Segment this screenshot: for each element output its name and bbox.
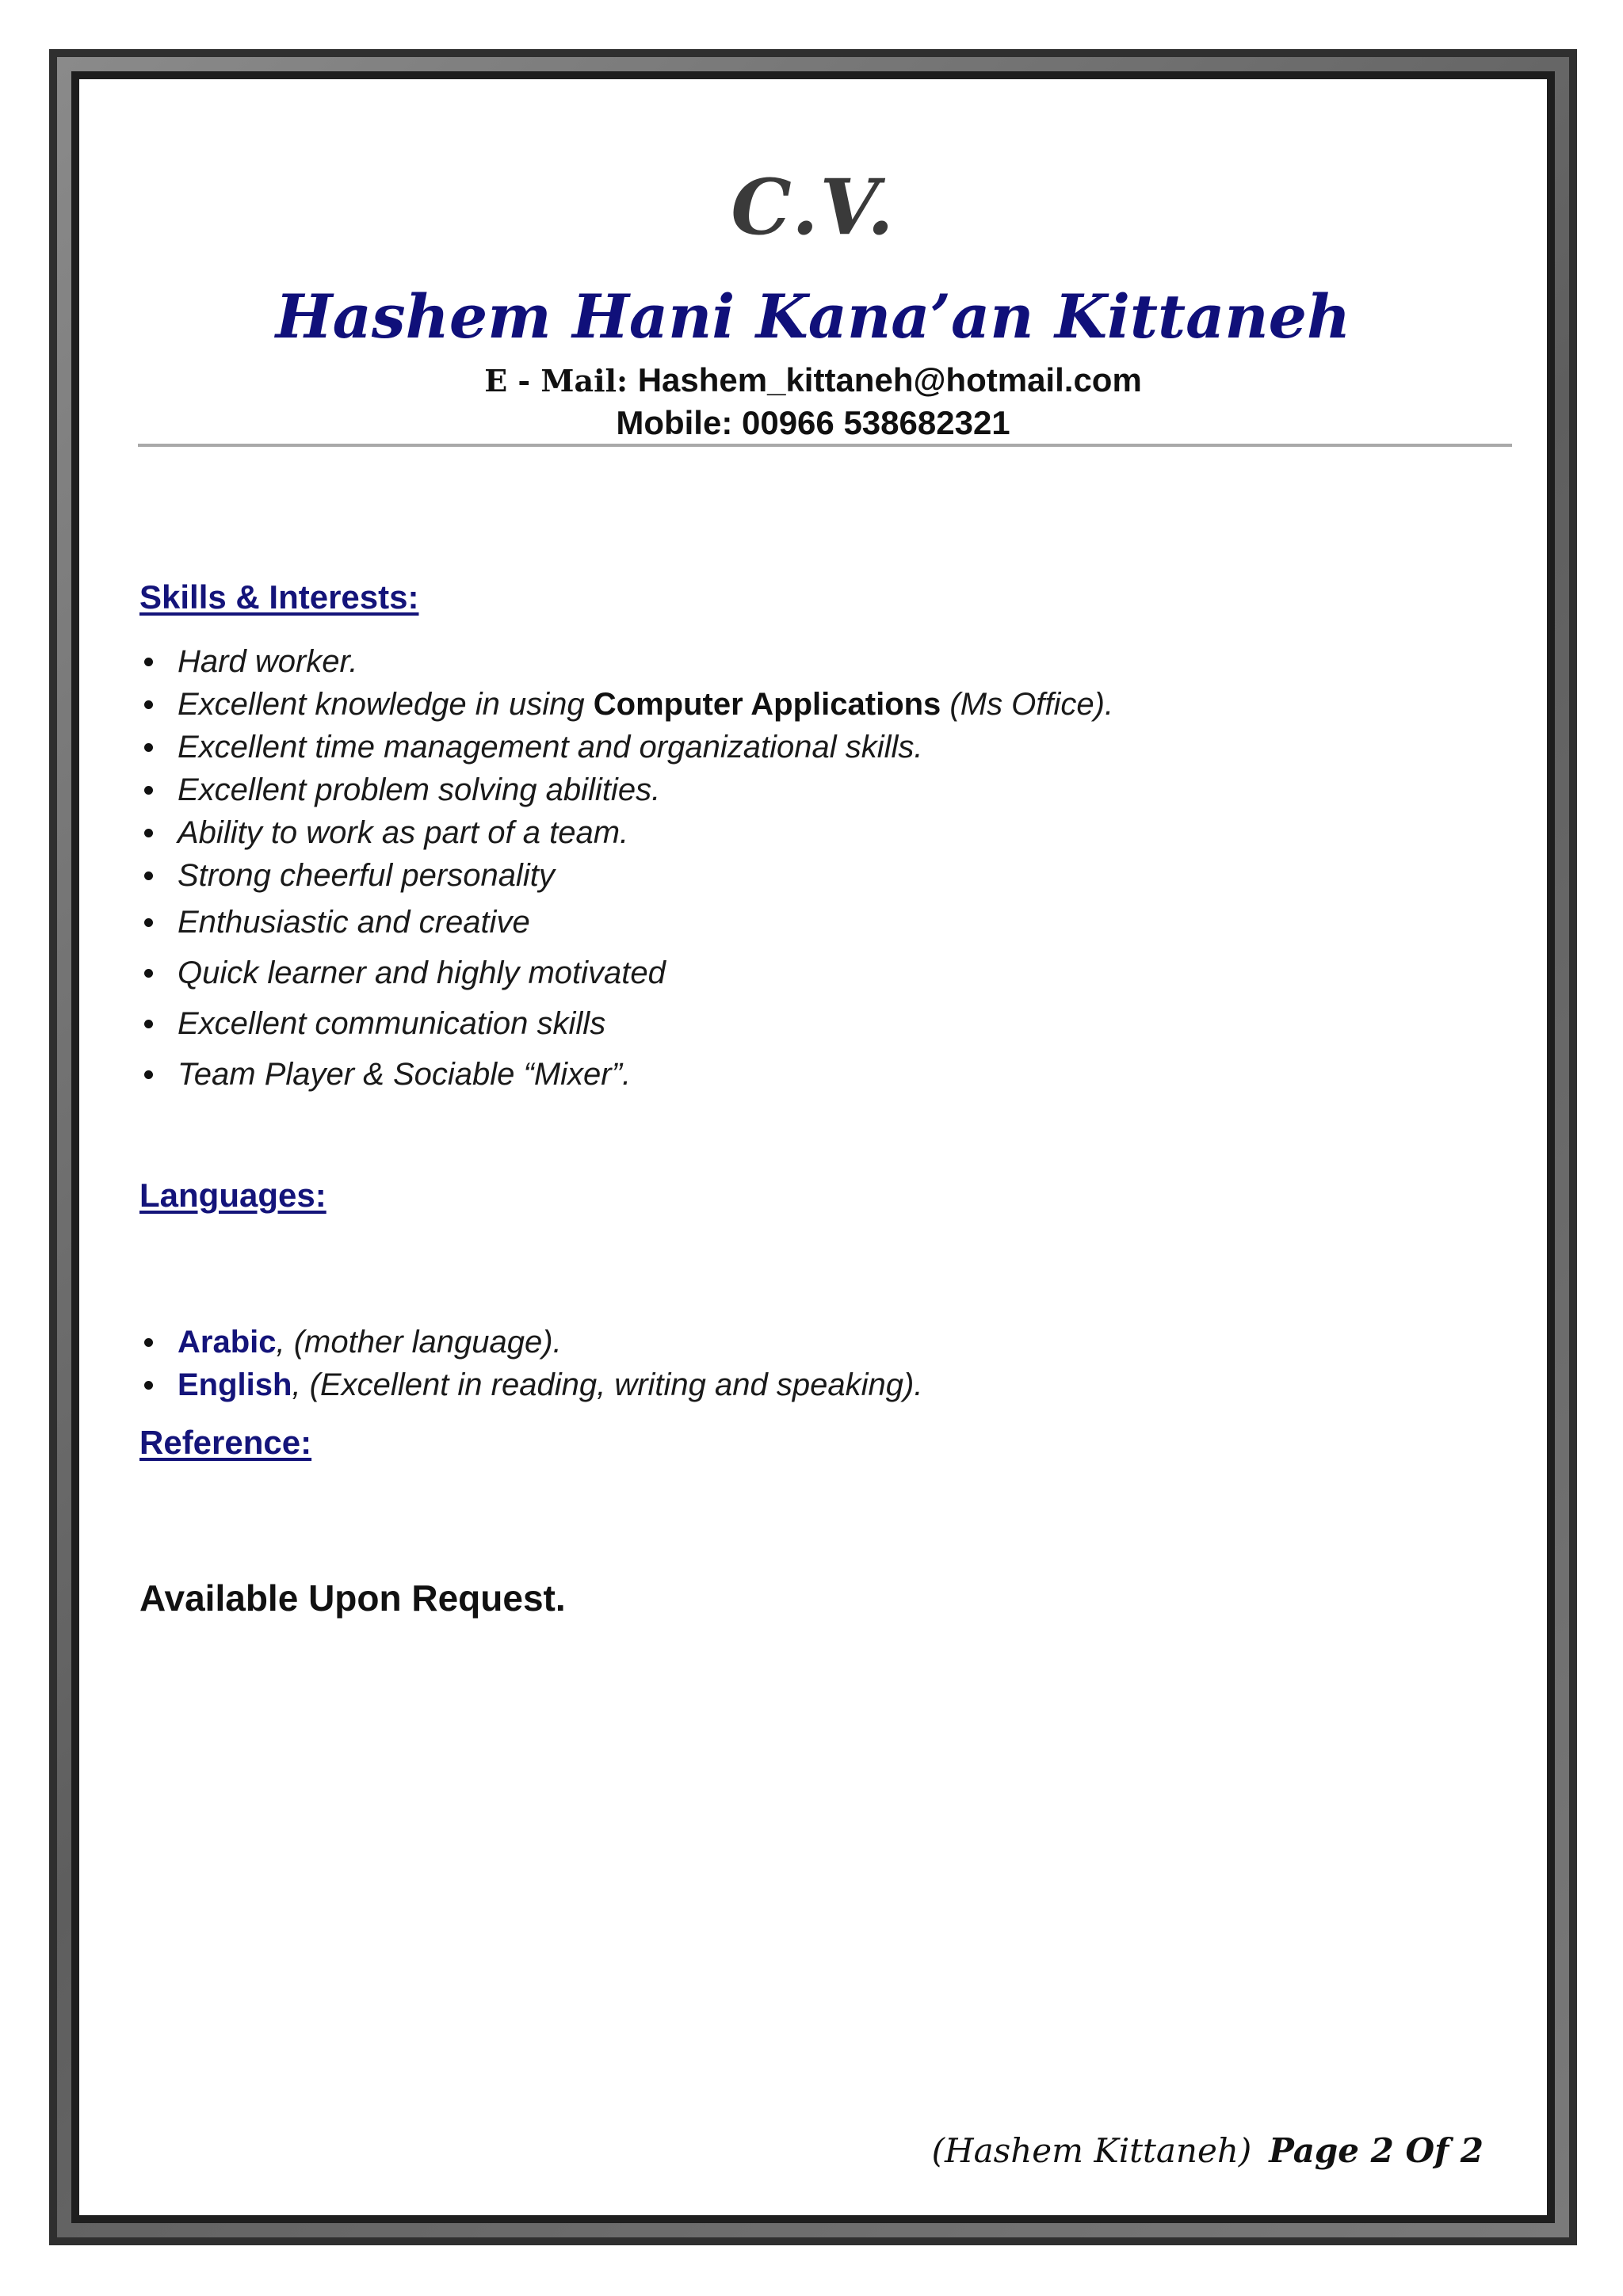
- list-item: Excellent problem solving abilities.: [139, 769, 1113, 811]
- email-line: [79, 360, 1547, 401]
- list-item: Excellent time management and organizational skills.: [139, 726, 1113, 769]
- person-name: Hashem Hani Kana’an Kittaneh: [275, 281, 1351, 352]
- list-item: Hard worker.: [139, 640, 1113, 683]
- list-item: Arabic, (mother language).: [139, 1321, 922, 1363]
- list-item: Team Player & Sociable “Mixer”.: [139, 1049, 1113, 1100]
- list-item: Excellent knowledge in using Computer Applications (Ms Office).: [139, 683, 1113, 726]
- page-number: Page 2 Of 2: [1269, 2131, 1484, 2170]
- header-divider: [138, 444, 1512, 447]
- email-address: Hashem_kittaneh@hotmail.com: [637, 361, 1142, 399]
- reference-text: Available Upon Request.: [139, 1577, 566, 1619]
- cv-title: C.V.: [731, 162, 896, 252]
- list-item: Strong cheerful personality: [139, 854, 1113, 897]
- list-item: English, (Excellent in reading, writing and speaking).: [139, 1363, 922, 1406]
- languages-heading: Languages:: [139, 1177, 327, 1214]
- list-item: Enthusiastic and creative: [139, 897, 1113, 948]
- list-item: Excellent communication skills: [139, 998, 1113, 1049]
- reference-heading: Reference:: [139, 1424, 312, 1461]
- list-item: Ability to work as part of a team.: [139, 811, 1113, 854]
- page-footer: [932, 2131, 1484, 2170]
- skills-list: [139, 640, 1113, 1100]
- mobile-number: Mobile: 00966 538682321: [616, 404, 1010, 441]
- languages-list: [139, 1321, 922, 1406]
- cv-page: [79, 79, 1547, 2215]
- email-label: E - Mail:: [484, 363, 628, 399]
- skills-heading: Skills & Interests:: [139, 578, 419, 616]
- list-item: Quick learner and highly motivated: [139, 948, 1113, 998]
- footer-author: (Hashem Kittaneh): [931, 2131, 1252, 2170]
